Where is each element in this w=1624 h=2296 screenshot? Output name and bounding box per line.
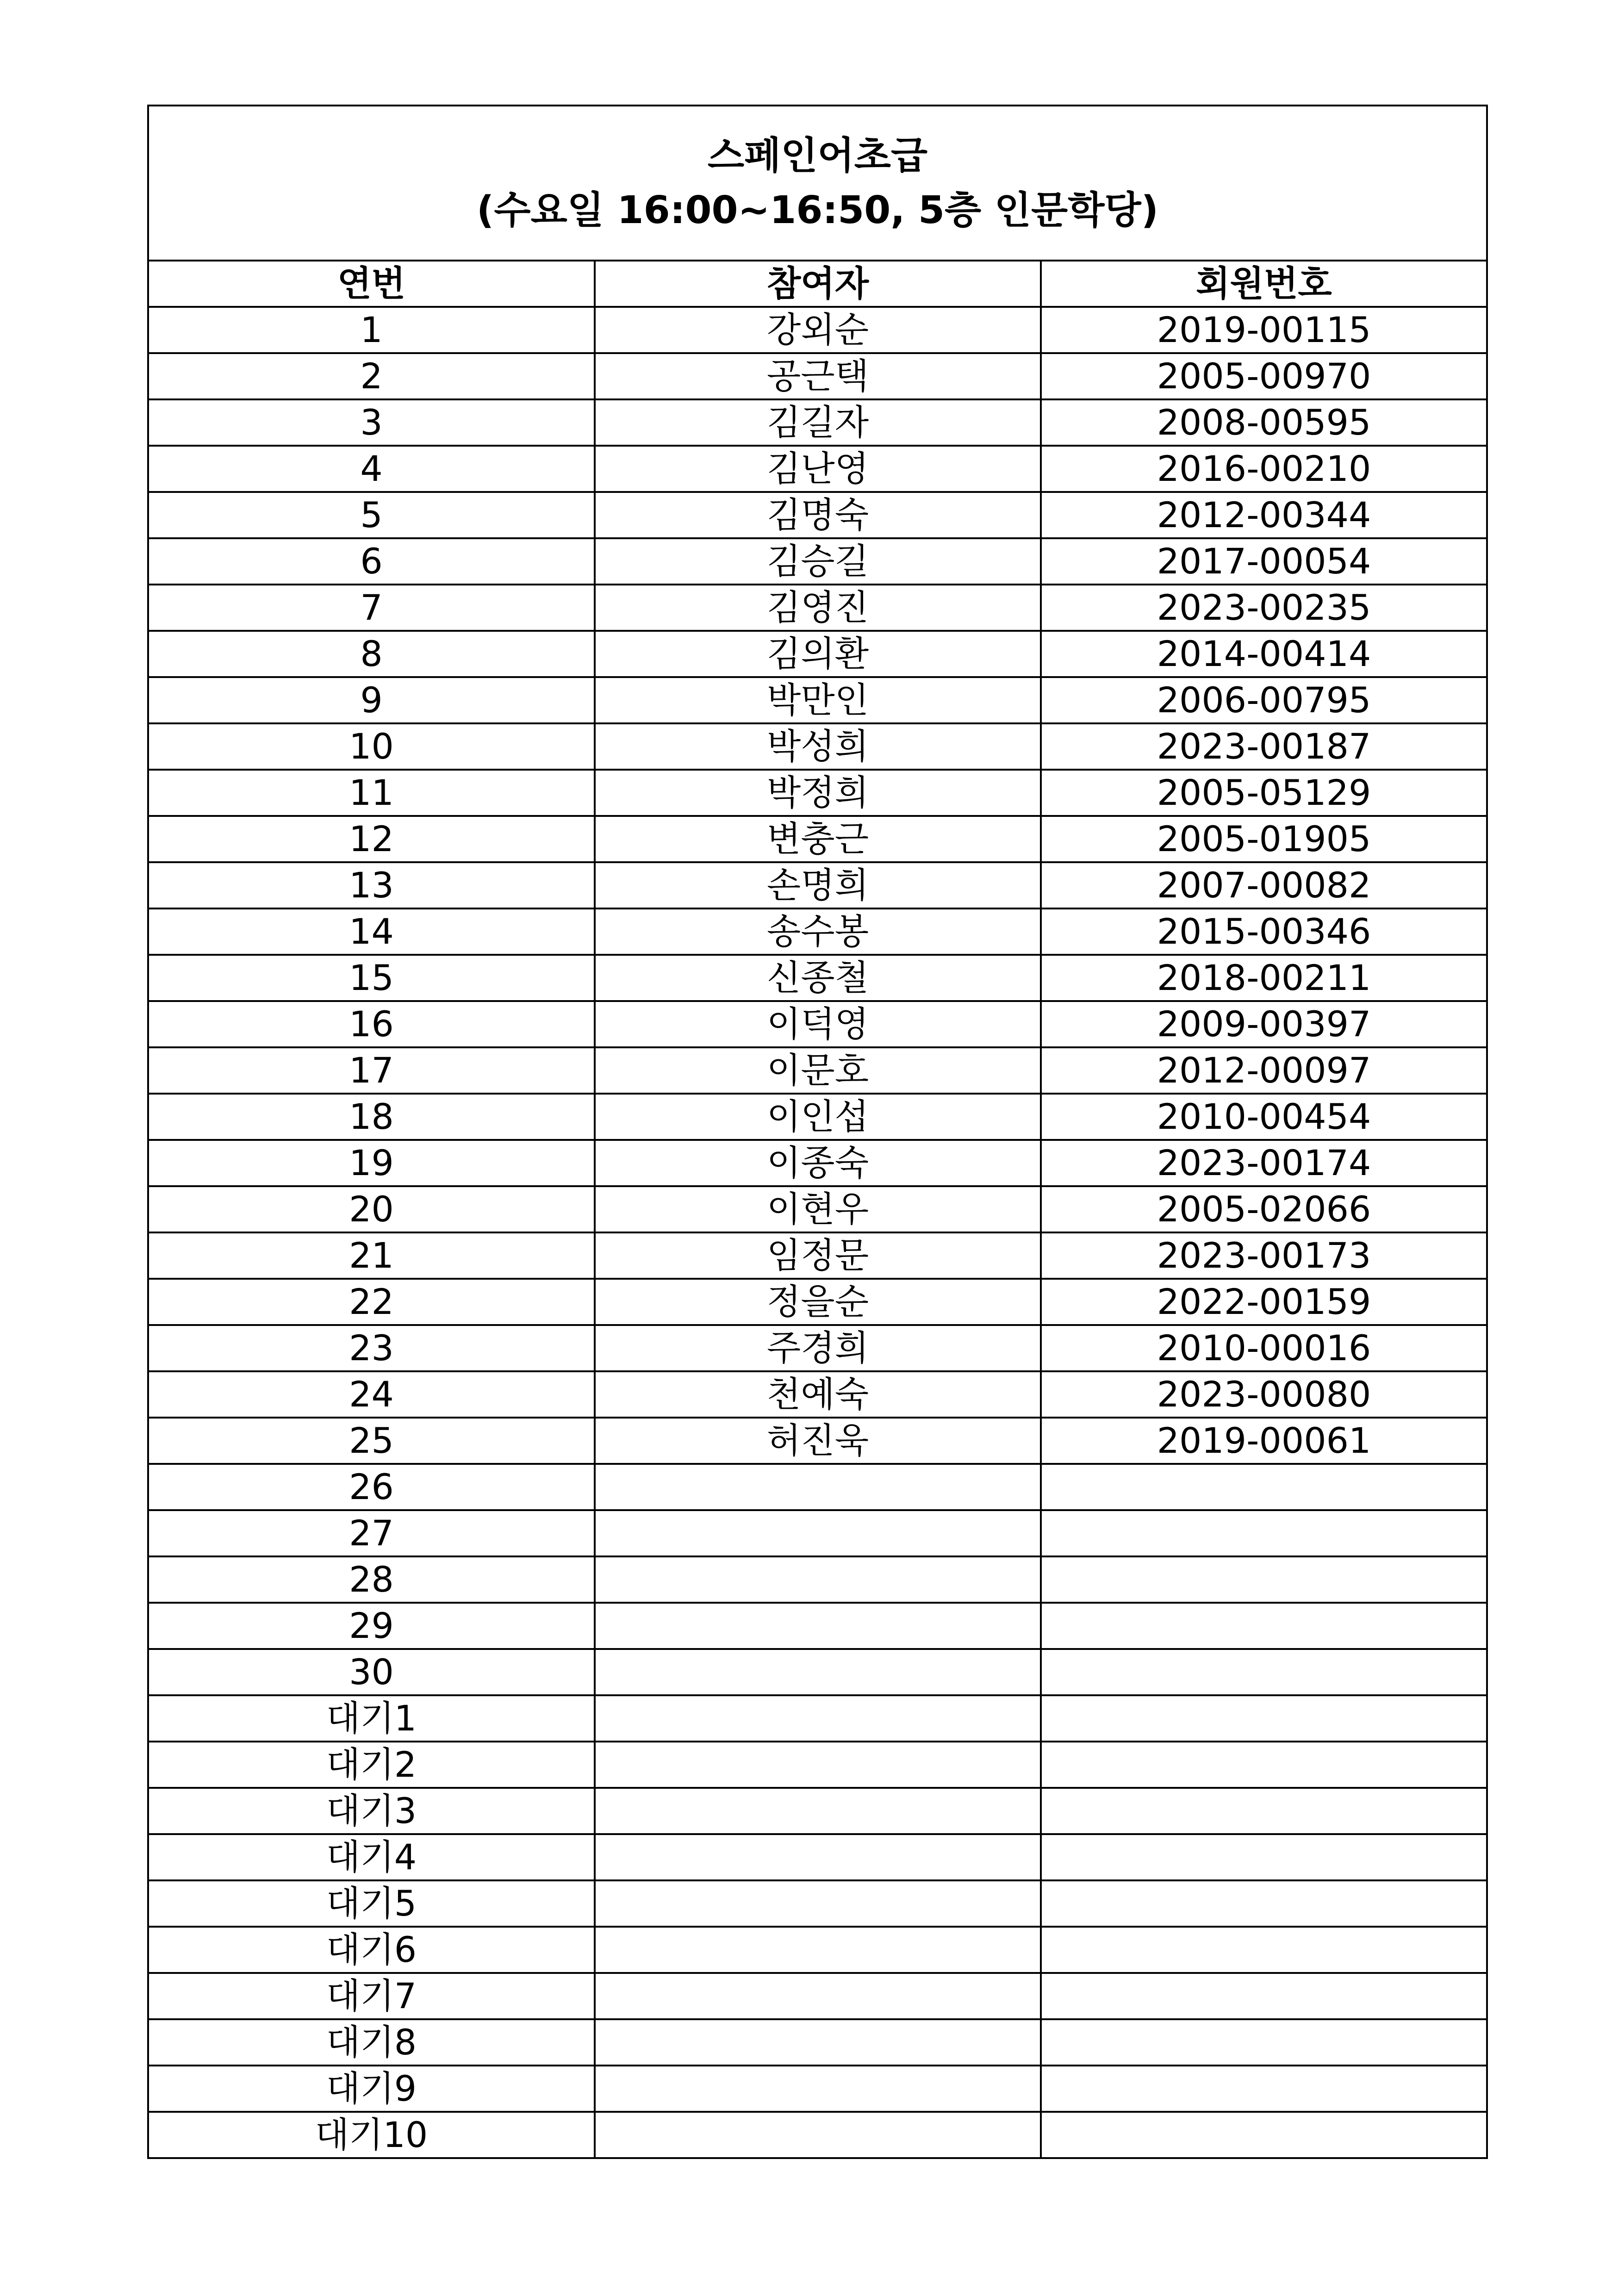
member-id-cell <box>1041 1464 1487 1510</box>
row-number-cell: 24 <box>148 1371 595 1418</box>
table-row <box>148 2019 1487 2066</box>
table-row <box>148 1232 1487 1279</box>
table-row <box>148 446 1487 492</box>
participant-name-cell <box>595 1927 1041 1973</box>
participant-name-cell: 김길자 <box>595 399 1041 446</box>
member-id-cell: 2023-00174 <box>1041 1140 1487 1186</box>
participant-name-cell: 손명희 <box>595 862 1041 908</box>
table-row <box>148 1464 1487 1510</box>
table-row <box>148 1603 1487 1649</box>
table-row <box>148 816 1487 862</box>
table-row <box>148 862 1487 908</box>
document-title <box>148 106 1487 261</box>
member-id-cell: 2012-00344 <box>1041 492 1487 538</box>
column-header-participant: 참여자 <box>595 261 1041 307</box>
table-row <box>148 1742 1487 1788</box>
participant-name-cell: 허진욱 <box>595 1418 1041 1464</box>
row-number-cell: 14 <box>148 908 595 955</box>
table-row <box>148 1001 1487 1047</box>
table-row <box>148 492 1487 538</box>
member-id-cell <box>1041 1880 1487 1927</box>
table-row <box>148 723 1487 770</box>
member-id-cell: 2023-00235 <box>1041 585 1487 631</box>
member-id-cell <box>1041 1788 1487 1834</box>
table-row <box>148 1279 1487 1325</box>
participant-name-cell: 주경희 <box>595 1325 1041 1371</box>
member-id-cell: 2005-00970 <box>1041 353 1487 399</box>
participant-name-cell <box>595 1510 1041 1556</box>
row-number-cell: 27 <box>148 1510 595 1556</box>
member-id-cell <box>1041 1649 1487 1695</box>
table-row <box>148 1927 1487 1973</box>
member-id-cell: 2009-00397 <box>1041 1001 1487 1047</box>
participant-name-cell <box>595 1695 1041 1742</box>
member-id-cell: 2008-00595 <box>1041 399 1487 446</box>
row-number-cell: 18 <box>148 1094 595 1140</box>
row-number-cell: 3 <box>148 399 595 446</box>
participant-name-cell <box>595 1788 1041 1834</box>
row-number-cell: 대기9 <box>148 2066 595 2112</box>
member-id-cell: 2017-00054 <box>1041 538 1487 585</box>
participant-name-cell: 이현우 <box>595 1186 1041 1232</box>
member-id-cell: 2005-05129 <box>1041 770 1487 816</box>
row-number-cell: 13 <box>148 862 595 908</box>
table-row <box>148 908 1487 955</box>
row-number-cell: 23 <box>148 1325 595 1371</box>
row-number-cell: 대기10 <box>148 2112 595 2158</box>
row-number-cell: 대기1 <box>148 1695 595 1742</box>
row-number-cell: 16 <box>148 1001 595 1047</box>
member-id-cell <box>1041 2066 1487 2112</box>
participant-name-cell <box>595 2066 1041 2112</box>
table-row <box>148 1880 1487 1927</box>
participant-name-cell <box>595 1973 1041 2019</box>
participant-name-cell: 이덕영 <box>595 1001 1041 1047</box>
row-number-cell: 대기7 <box>148 1973 595 2019</box>
table-row <box>148 1140 1487 1186</box>
participant-name-cell: 강외순 <box>595 307 1041 353</box>
participant-name-cell: 정을순 <box>595 1279 1041 1325</box>
participant-name-cell: 박만인 <box>595 677 1041 723</box>
row-number-cell: 28 <box>148 1556 595 1603</box>
row-number-cell: 21 <box>148 1232 595 1279</box>
member-id-cell: 2023-00173 <box>1041 1232 1487 1279</box>
participant-name-cell: 이종숙 <box>595 1140 1041 1186</box>
table-row <box>148 307 1487 353</box>
row-number-cell: 17 <box>148 1047 595 1094</box>
row-number-cell: 22 <box>148 1279 595 1325</box>
row-number-cell: 12 <box>148 816 595 862</box>
member-id-cell: 2023-00187 <box>1041 723 1487 770</box>
member-id-cell: 2023-00080 <box>1041 1371 1487 1418</box>
participant-name-cell: 이문호 <box>595 1047 1041 1094</box>
table-row <box>148 1556 1487 1603</box>
member-id-cell: 2005-01905 <box>1041 816 1487 862</box>
member-id-cell <box>1041 1510 1487 1556</box>
row-number-cell: 대기2 <box>148 1742 595 1788</box>
member-id-cell <box>1041 1695 1487 1742</box>
member-id-cell: 2012-00097 <box>1041 1047 1487 1094</box>
row-number-cell: 6 <box>148 538 595 585</box>
row-number-cell: 대기3 <box>148 1788 595 1834</box>
row-number-cell: 29 <box>148 1603 595 1649</box>
table-row <box>148 770 1487 816</box>
participant-name-cell: 김명숙 <box>595 492 1041 538</box>
row-number-cell: 1 <box>148 307 595 353</box>
row-number-cell: 5 <box>148 492 595 538</box>
member-id-cell <box>1041 1834 1487 1880</box>
row-number-cell: 7 <box>148 585 595 631</box>
column-header-member-id: 회원번호 <box>1041 261 1487 307</box>
member-id-cell: 2019-00115 <box>1041 307 1487 353</box>
table-row <box>148 1510 1487 1556</box>
member-id-cell: 2018-00211 <box>1041 955 1487 1001</box>
participant-name-cell: 신종철 <box>595 955 1041 1001</box>
participant-name-cell <box>595 2019 1041 2066</box>
member-id-cell <box>1041 2019 1487 2066</box>
row-number-cell: 15 <box>148 955 595 1001</box>
row-number-cell: 25 <box>148 1418 595 1464</box>
participant-name-cell <box>595 1834 1041 1880</box>
table-row <box>148 677 1487 723</box>
row-number-cell: 26 <box>148 1464 595 1510</box>
participant-name-cell: 김난영 <box>595 446 1041 492</box>
course-schedule: (수요일 16:00~16:50, 5층 인문학당) <box>476 188 1159 232</box>
participant-name-cell <box>595 2112 1041 2158</box>
table-row <box>148 399 1487 446</box>
member-id-cell: 2005-02066 <box>1041 1186 1487 1232</box>
member-id-cell: 2006-00795 <box>1041 677 1487 723</box>
table-row <box>148 2112 1487 2158</box>
table-row <box>148 1418 1487 1464</box>
participant-name-cell: 공근택 <box>595 353 1041 399</box>
row-number-cell: 10 <box>148 723 595 770</box>
member-id-cell: 2015-00346 <box>1041 908 1487 955</box>
table-row <box>148 1973 1487 2019</box>
participant-name-cell <box>595 1603 1041 1649</box>
participant-name-cell: 송수봉 <box>595 908 1041 955</box>
course-title: 스페인어초급 <box>707 133 928 178</box>
title-row <box>148 106 1487 261</box>
row-number-cell: 2 <box>148 353 595 399</box>
row-number-cell: 4 <box>148 446 595 492</box>
member-id-cell: 2016-00210 <box>1041 446 1487 492</box>
participant-name-cell: 박성희 <box>595 723 1041 770</box>
member-id-cell: 2014-00414 <box>1041 631 1487 677</box>
table-row <box>148 631 1487 677</box>
member-id-cell <box>1041 1556 1487 1603</box>
table-row <box>148 1834 1487 1880</box>
table-row <box>148 353 1487 399</box>
table-row <box>148 538 1487 585</box>
roster-body <box>148 307 1487 2158</box>
table-row <box>148 955 1487 1001</box>
member-id-cell <box>1041 1742 1487 1788</box>
roster-table <box>147 105 1488 2159</box>
table-row <box>148 1788 1487 1834</box>
participant-name-cell: 천예숙 <box>595 1371 1041 1418</box>
member-id-cell: 2022-00159 <box>1041 1279 1487 1325</box>
row-number-cell: 8 <box>148 631 595 677</box>
table-row <box>148 2066 1487 2112</box>
member-id-cell: 2010-00454 <box>1041 1094 1487 1140</box>
participant-name-cell: 박정희 <box>595 770 1041 816</box>
table-row <box>148 1371 1487 1418</box>
participant-name-cell <box>595 1556 1041 1603</box>
participant-name-cell: 김승길 <box>595 538 1041 585</box>
participant-name-cell <box>595 1464 1041 1510</box>
table-row <box>148 1325 1487 1371</box>
row-number-cell: 대기8 <box>148 2019 595 2066</box>
row-number-cell: 대기4 <box>148 1834 595 1880</box>
table-row <box>148 1047 1487 1094</box>
member-id-cell: 2019-00061 <box>1041 1418 1487 1464</box>
member-id-cell <box>1041 1927 1487 1973</box>
participant-name-cell: 김영진 <box>595 585 1041 631</box>
member-id-cell <box>1041 1973 1487 2019</box>
member-id-cell <box>1041 2112 1487 2158</box>
member-id-cell: 2007-00082 <box>1041 862 1487 908</box>
member-id-cell: 2010-00016 <box>1041 1325 1487 1371</box>
participant-name-cell: 변충근 <box>595 816 1041 862</box>
participant-name-cell <box>595 1649 1041 1695</box>
table-row <box>148 1186 1487 1232</box>
participant-name-cell <box>595 1742 1041 1788</box>
row-number-cell: 9 <box>148 677 595 723</box>
table-row <box>148 1649 1487 1695</box>
header-row <box>148 261 1487 307</box>
member-id-cell <box>1041 1603 1487 1649</box>
column-header-number: 연번 <box>148 261 595 307</box>
participant-name-cell: 김의환 <box>595 631 1041 677</box>
table-row <box>148 1094 1487 1140</box>
table-row <box>148 1695 1487 1742</box>
row-number-cell: 대기6 <box>148 1927 595 1973</box>
participant-name-cell: 이인섭 <box>595 1094 1041 1140</box>
row-number-cell: 11 <box>148 770 595 816</box>
row-number-cell: 대기5 <box>148 1880 595 1927</box>
participant-name-cell <box>595 1880 1041 1927</box>
row-number-cell: 20 <box>148 1186 595 1232</box>
row-number-cell: 19 <box>148 1140 595 1186</box>
row-number-cell: 30 <box>148 1649 595 1695</box>
table-row <box>148 585 1487 631</box>
participant-name-cell: 임정문 <box>595 1232 1041 1279</box>
